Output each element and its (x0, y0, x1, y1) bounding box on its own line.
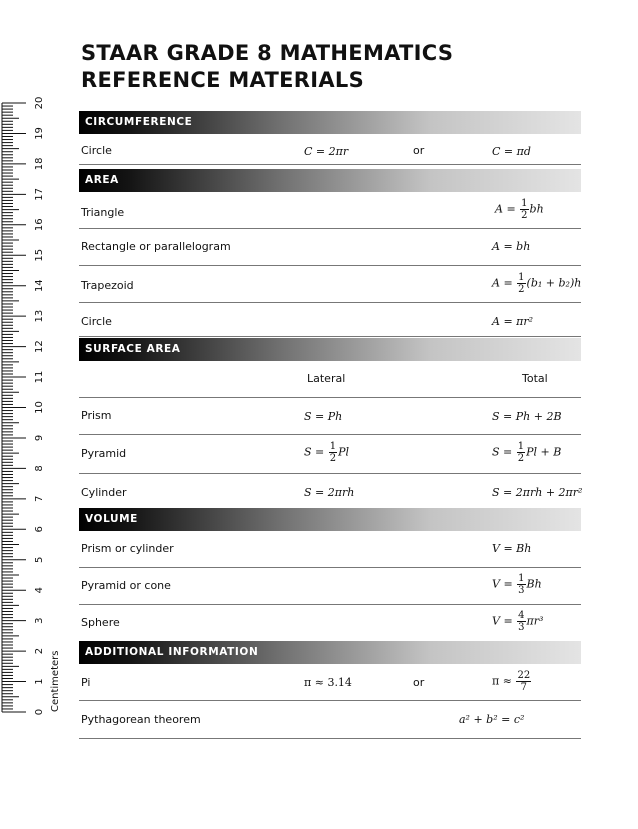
numerator: 1 (521, 198, 528, 209)
section-title: AREA (85, 174, 119, 186)
ruler-number: 1 (34, 678, 45, 685)
row-pyramid-surface (79, 435, 581, 474)
row-trapezoid (79, 266, 581, 303)
ruler-number: 8 (34, 465, 45, 472)
row-label: Pythagorean theorem (81, 713, 201, 726)
section-header-circumference (79, 111, 581, 134)
ruler-number: 5 (34, 556, 45, 563)
formula-lhs: A = (495, 202, 516, 216)
formula-lhs: V = (492, 614, 513, 628)
row-pythagorean (79, 701, 581, 739)
ruler-number: 0 (34, 708, 45, 716)
denominator: 2 (521, 210, 528, 221)
row-label: Rectangle or parallelogram (81, 240, 231, 253)
row-label: Pyramid or cone (81, 579, 171, 592)
numerator: 1 (518, 272, 525, 283)
row-pi (79, 664, 581, 701)
ruler-number: 13 (34, 309, 45, 323)
row-label: Pi (81, 676, 91, 689)
formula-rhs: Bh (526, 577, 542, 591)
ruler-number: 2 (34, 647, 45, 655)
formula-lhs: S = (492, 445, 513, 459)
ruler-number: 3 (34, 617, 45, 624)
formula-prism-volume: V = Bh (492, 542, 532, 555)
centimeter-ruler (0, 0, 70, 829)
denominator: 7 (520, 682, 527, 693)
fraction (517, 573, 525, 596)
row-prism-surface (79, 398, 581, 435)
denominator: 3 (518, 622, 525, 633)
row-label: Circle (81, 315, 112, 328)
formula-circumference-radius: C = 2πr (304, 145, 349, 158)
fraction (517, 610, 525, 633)
formula-pyramid-lateral (304, 441, 349, 464)
row-surface-area-columns (79, 361, 581, 398)
ruler-number: 15 (34, 248, 45, 262)
formula-rectangle-area: A = bh (492, 240, 531, 253)
formula-lhs: S = (304, 445, 325, 459)
or-text: or (413, 144, 425, 157)
section-header-additional-information (79, 641, 581, 664)
ruler-number: 6 (34, 526, 45, 533)
formula-circle-area: A = πr² (492, 315, 534, 328)
section-header-area (79, 169, 581, 192)
ruler-number: 10 (34, 401, 45, 414)
formula-cylinder-lateral: S = 2πrh (304, 486, 355, 499)
row-circle-area (79, 303, 581, 337)
section-title: SURFACE AREA (85, 343, 181, 355)
page-title (81, 40, 453, 94)
formula-rhs: bh (529, 202, 544, 216)
row-label: Sphere (81, 616, 120, 629)
fraction (517, 441, 525, 464)
row-pyramid-volume (79, 568, 581, 605)
ruler-number: 4 (34, 587, 45, 594)
numerator: 1 (517, 441, 525, 452)
formula-lhs: V = (492, 577, 513, 591)
row-label: Prism or cylinder (81, 542, 174, 555)
denominator: 3 (518, 585, 525, 596)
row-label: Triangle (81, 206, 125, 219)
formula-circumference-diameter: C = πd (492, 145, 531, 158)
row-label: Prism (81, 409, 112, 422)
row-label: Pyramid (81, 447, 127, 460)
fraction (520, 198, 528, 221)
formula-rhs: (b₁ + b₂)h (526, 276, 582, 290)
ruler-graphic (0, 0, 70, 829)
row-label: Cylinder (81, 486, 127, 499)
formula-pi-decimal: π ≈ 3.14 (304, 676, 352, 689)
denominator: 2 (329, 453, 337, 464)
formula-rhs: Pl + B (526, 445, 562, 459)
section-title: CIRCUMFERENCE (85, 116, 193, 128)
title-line-1: STAAR GRADE 8 MATHEMATICS (81, 41, 454, 65)
formula-pi-fraction (492, 670, 532, 693)
formula-prism-total: S = Ph + 2B (492, 410, 562, 423)
row-sphere-volume (79, 605, 581, 642)
row-circle-circumference (79, 134, 581, 165)
formula-lhs: π ≈ (492, 674, 512, 688)
column-header-total: Total (522, 372, 548, 385)
numerator: 4 (518, 610, 525, 621)
ruler-number: 17 (34, 187, 45, 201)
row-cylinder-surface (79, 474, 581, 510)
ruler-number: 18 (34, 157, 45, 171)
row-triangle (79, 192, 581, 229)
row-label: Trapezoid (81, 279, 134, 292)
ruler-number: 7 (34, 495, 45, 503)
formula-pyramid-volume (492, 573, 542, 596)
ruler-number: 9 (34, 434, 45, 442)
fraction (329, 441, 337, 464)
ruler-number: 16 (34, 218, 45, 232)
ruler-number: 12 (34, 340, 45, 353)
section-header-surface-area (79, 338, 581, 361)
formula-trapezoid-area (492, 272, 581, 295)
formula-lhs: A = (492, 276, 513, 290)
ruler-number: 14 (34, 279, 45, 293)
formula-rhs: Pl (338, 445, 350, 459)
fraction (516, 670, 531, 693)
row-label: Circle (81, 144, 112, 157)
formula-sphere-volume (492, 610, 543, 633)
numerator: 22 (517, 670, 531, 681)
title-line-2: REFERENCE MATERIALS (81, 68, 364, 92)
ruler-unit-label: Centimeters (50, 650, 61, 712)
formula-rhs: πr³ (526, 614, 544, 628)
ruler-number: 11 (34, 370, 45, 384)
numerator: 1 (329, 441, 337, 452)
section-title: ADDITIONAL INFORMATION (85, 646, 259, 658)
section-header-volume (79, 508, 581, 531)
section-title: VOLUME (85, 513, 138, 525)
row-prism-volume (79, 531, 581, 568)
row-rectangle (79, 229, 581, 266)
formula-cylinder-total: S = 2πrh + 2πr² (492, 486, 583, 499)
formula-triangle-area (495, 198, 544, 221)
or-text: or (413, 676, 425, 689)
ruler-number: 20 (34, 96, 45, 110)
denominator: 2 (518, 284, 525, 295)
column-header-lateral: Lateral (307, 372, 346, 385)
formula-prism-lateral: S = Ph (304, 410, 343, 423)
formula-pythagorean: a² + b² = c² (459, 713, 525, 726)
formula-pyramid-total (492, 441, 561, 464)
fraction (517, 272, 525, 295)
ruler-number: 19 (34, 127, 45, 140)
numerator: 1 (518, 573, 525, 584)
denominator: 2 (517, 453, 525, 464)
